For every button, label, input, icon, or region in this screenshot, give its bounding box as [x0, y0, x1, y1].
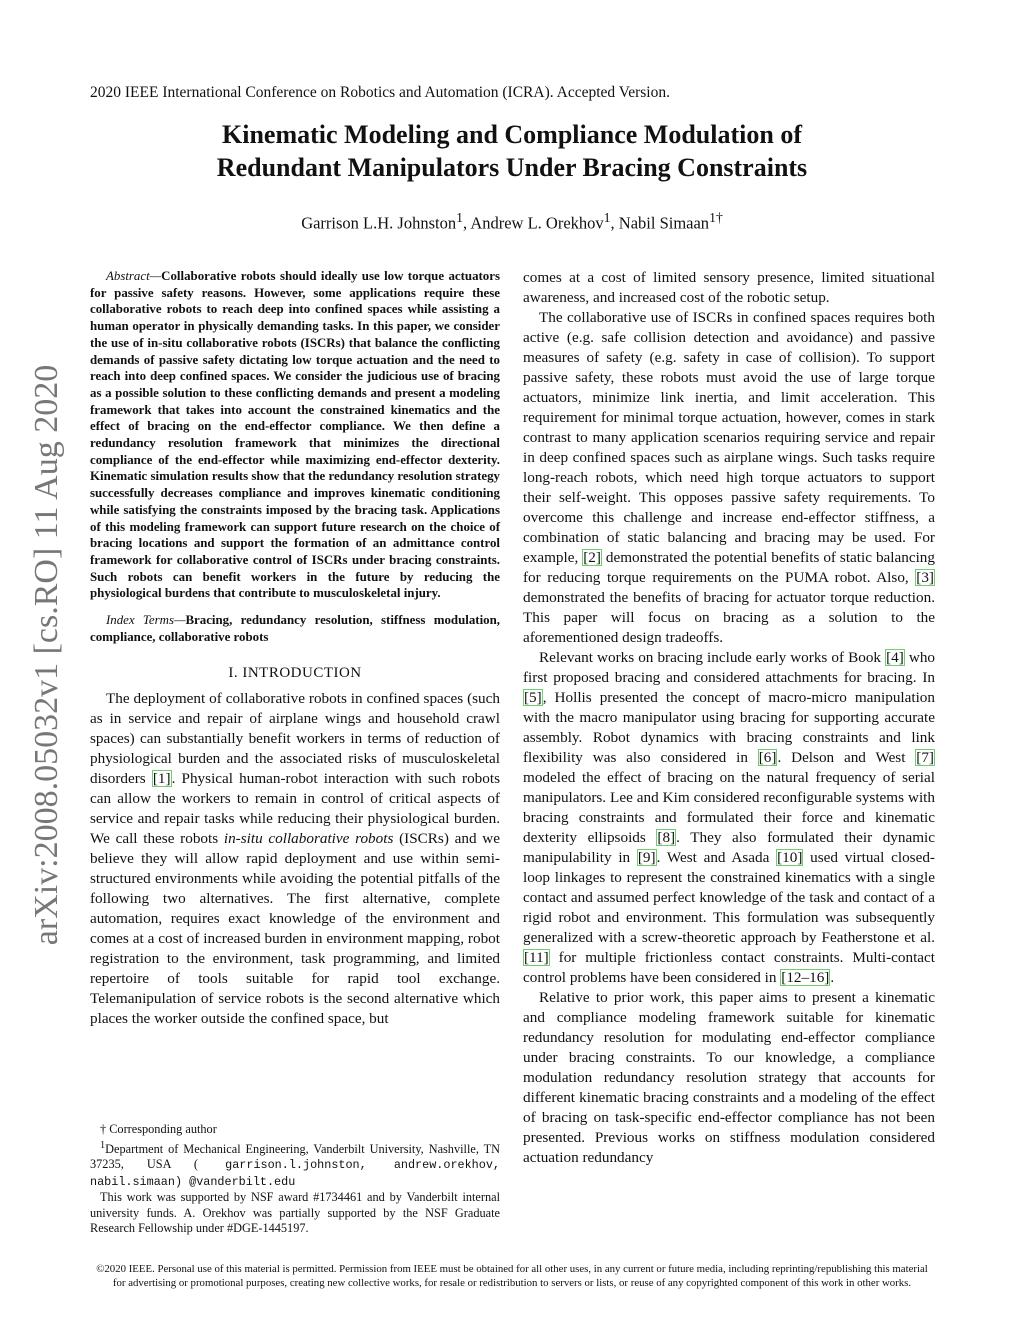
title-line-2: Redundant Manipulators Under Bracing Constraints [216, 153, 808, 182]
author-affiliation-mark: 1 [456, 210, 463, 225]
citation-link[interactable]: [8] [657, 829, 676, 846]
abstract-label: Abstract— [106, 269, 162, 283]
author-affiliation-mark: 1† [709, 210, 723, 225]
index-terms-text: Bracing, redundancy resolution, stiffness modulation, compliance, collaborative robots [90, 613, 500, 644]
author-emails: garrison.l.johnston, andrew.orekhov, nabil.simaan) @vanderbilt.edu [90, 1158, 501, 1189]
index-terms-label: Index Terms— [106, 613, 186, 628]
footnote-funding: This work was supported by NSF award #1734461 and by Vanderbilt internal university funds. A. Orekhov was partially supported by the NSF Graduate Research Fellowship under #DGE-1445197. [90, 1190, 500, 1236]
author-orekhov: Andrew L. Orekhov [470, 213, 604, 233]
paper-title [60, 118, 964, 184]
citation-link[interactable]: [4] [886, 649, 904, 666]
footnote-corresponding: † Corresponding author [100, 1122, 217, 1136]
emphasis-iscr: in-situ collaborative robots [223, 830, 394, 848]
citation-link[interactable]: [2] [583, 549, 601, 566]
citation-link[interactable]: [5] [524, 689, 542, 706]
footnotes [90, 1122, 500, 1237]
arxiv-identifier: arXiv:2008.05032v1 [cs.RO] 11 Aug 2020 [28, 364, 65, 946]
citation-link[interactable]: [7] [916, 749, 934, 766]
arxiv-stamp [18, 345, 76, 965]
citation-link[interactable]: [3] [916, 569, 934, 586]
author-affiliation-mark: 1 [603, 210, 611, 225]
abstract [90, 268, 500, 602]
author-list: Garrison L.H. Johnston$^1$, Andrew L. Orekhov$^1$, Nabil Simaan$^{1\dagger}$ [301, 210, 723, 233]
citation-link[interactable]: [9] [637, 849, 656, 866]
right-paragraph-2: Relevant works on bracing include early works of Book [4] who first proposed bracing and considered attachments for bracing. In [5], Hollis presented the concept of macro-micro manipulation with the macro manipulator using bracing for supporting accurate assembly. Robot dynamics with bracing constraints and link flexibility was also considered in [6]. Delson and West [7] modeled the effect of bracing on the natural frequency of serial manipulators. Lee and Kim considered reconfigurable systems with bracing constraints and formulated their force and kinematic dexterity ellipsoids [8]. They also formulated their dynamic manipulability in [9]. West and Asada [10] used virtual closed-loop linkages to represent the constrained kinematics with a single contact and assumed perfect knowledge of the task and contact of a rigid robot and environment. This formulation was subsequently generalized with a screw-theoretic approach by Featherstone et al. [11] for multiple frictionless contact constraints. Multi-contact control problems have been considered in [12–16]. [523, 649, 936, 986]
section-heading-introduction: I. INTRODUCTION [228, 665, 362, 682]
footnote-affiliation: $^1$Department of Mechanical Engineering, Vanderbilt University, Nashville, TN 37235, USA ( garrison.l.johnston, andrew.orekhov, nabil.simaan) @vanderbilt.edu [90, 1139, 501, 1189]
citation-link[interactable]: [11] [524, 949, 549, 966]
index-terms [90, 612, 500, 645]
citation-link[interactable]: [12–16] [781, 969, 830, 986]
right-paragraph-3: Relative to prior work, this paper aims to present a kinematic and compliance modeling framework suitable for kinematic redundancy resolution for modulating end-effector compliance under bracing constraints. To our knowledge, a compliance modulation redundancy resolution strategy that accounts for different kinematic bracing constraints and a modeling of the effect of bracing on task-specific end-effector compliance has not been presented. Previous works on stiffness modulation considered actuation redundancy [523, 989, 935, 1166]
right-paragraph-0: comes at a cost of limited sensory presence, limited situational awareness, and increased cost of the robotic setup. [523, 269, 935, 306]
citation-link[interactable]: [10] [777, 849, 803, 866]
right-paragraph-1: The collaborative use of ISCRs in confined spaces requires both active (e.g. safe collision detection and avoidance) and passive measures of safety (e.g. safety in case of collision). To support passive safety, these robots must avoid the use of large torque actuators, minimize link inertia, and limit acceleration. This requirement for minimal torque actuation, however, comes in stark contrast to many application scenarios requiring service and repair in deep confined spaces such as airplane wings. Such tasks require long-reach robots, which need high torque actuators to support their self-weight. This opposes passive safety requirements. To overcome this challenge and increase end-effector stiffness, a combination of static balancing and bracing may be used. For example, [2] demonstrated the potential benefits of static balancing for reducing torque requirements on the PUMA robot. Also, [3] demonstrated the benefits of bracing for actuator torque reduction. This paper will focus on bracing as a solution to the aforementioned design tradeoffs. [523, 309, 935, 646]
author-johnston: Garrison L.H. Johnston [301, 213, 457, 233]
left-column [90, 268, 500, 1029]
title-line-1: Kinematic Modeling and Compliance Modulation of [222, 120, 802, 149]
abstract-text: Collaborative robots should ideally use low torque actuators for passive safety reasons. However, some applications require these collaborative robots to reach deep into confined spaces while assisting a human operator in physically demanding tasks. In this paper, we consider the use of in-situ collaborative robots (ISCRs) that balance the conflicting demands of passive safety dictating low torque actuation and the need to reach into deep confined spaces. We consider the judicious use of bracing as a possible solution to these conflicting demands and present a modeling framework that takes into account the constrained kinematics and the effect of bracing on the end-effector compliance. We then define a redundancy resolution framework that minimizes the directional compliance of the end-effector while maximizing end-effector dexterity. Kinematic simulation results show that the redundancy resolution strategy successfully decreases compliance and improves kinematic conditioning while satisfying the constraints imposed by the bracing task. Applications of this modeling framework can support future research on the choice of bracing locations and support the formation of an admittance control framework for collaborative control of ISCRs under bracing constraints. Such robots can benefit workers in the future by reducing the physiological burdens that contribute to musculoskeletal injury. [90, 269, 500, 601]
intro-paragraph-1: The deployment of collaborative robots in confined spaces (such as in service and repair of airplane wings and household crawl spaces) can substantially benefit workers in terms of reduction of physiological burden and the associated risks of musculoskeletal disorders [1]. Physical human-robot interaction with such robots can allow the workers to remain in control of critical aspects of service and repair tasks while reducing their physiological burden. We call these robots in-situ collaborative robots (ISCRs) and we believe they will allow rapid deployment and use within semi-structured environments while avoiding the potential pitfalls of the following two alternatives. The first alternative, complete automation, requires exact knowledge of the environment and comes at a cost of increased burden in environment mapping, robot registration to the environment, task programming, and limited repertoire of tools suitable for rapid tool exchange. Telemanipulation of service robots is the second alternative which places the worker outside the confined space, but [90, 690, 500, 1028]
copyright-notice: ©2020 IEEE. Personal use of this material is permitted. Permission from IEEE must be obtained for all other uses, in any current or future media, including reprinting/republishing this material for advertising or promotional purposes, creating new collective works, for resale or redistribution to servers or lists, or reuse of any copyrighted component of this work in other works. [96, 1263, 928, 1289]
conference-header: 2020 IEEE International Conference on Robotics and Automation (ICRA). Accepted Version. [90, 84, 670, 101]
citation-link[interactable]: [1] [152, 770, 171, 788]
author-simaan: Nabil Simaan [618, 213, 710, 233]
right-column [523, 268, 935, 1168]
citation-link[interactable]: [6] [758, 749, 777, 766]
